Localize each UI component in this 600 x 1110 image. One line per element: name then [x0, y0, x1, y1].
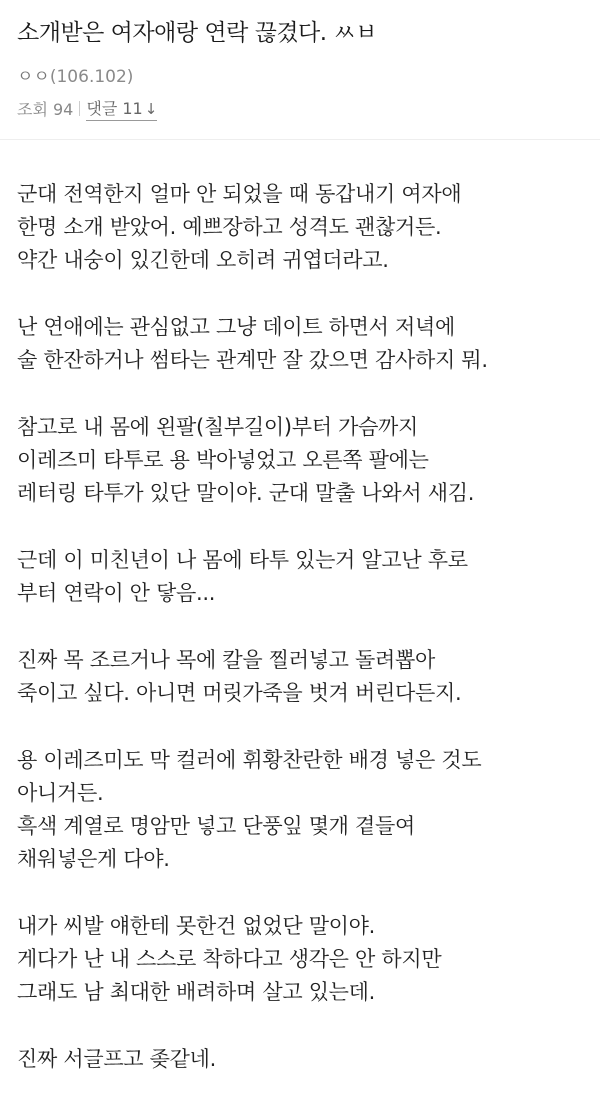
- body-paragraph: [17, 311, 587, 377]
- body-paragraph: [17, 1043, 587, 1076]
- body-text-line: 진짜 목 조르거나 목에 칼을 찔러넣고 돌려뽑아: [17, 648, 435, 672]
- body-text-line: 레터링 타투가 있단 말이야. 군대 말출 나와서 새김.: [17, 481, 475, 505]
- body-text-line: 술 한잔하거나 썸타는 관계만 잘 갔으면 감사하지 뭐.: [17, 348, 488, 372]
- body-paragraph: [17, 644, 587, 710]
- body-text-line: 난 연애에는 관심없고 그냥 데이트 하면서 저녁에: [17, 315, 455, 339]
- body-text-line: 근데 이 미친년이 나 몸에 타투 있는거 알고난 후로: [17, 548, 468, 572]
- body-paragraph: [17, 910, 587, 1009]
- meta-divider: [79, 101, 80, 116]
- view-count: 조회 94: [17, 100, 74, 119]
- author-nickname[interactable]: ㅇㅇ: [17, 67, 50, 87]
- author-ip: (106.102): [49, 67, 134, 87]
- body-text-line: 부터 연락이 안 닿음...: [17, 581, 216, 605]
- body-text-line: 군대 전역한지 얼마 안 되었을 때 동갑내기 여자애: [17, 182, 462, 206]
- body-text-line: 채워넣은게 다야.: [17, 847, 170, 871]
- body-paragraph: [17, 544, 587, 610]
- comment-count[interactable]: 댓글 11: [86, 99, 143, 118]
- post-meta: [17, 96, 157, 121]
- body-text-line: 참고로 내 몸에 왼팔(칠부길이)부터 가슴까지: [17, 415, 419, 439]
- body-text-line: 게다가 난 내 스스로 착하다고 생각은 안 하지만: [17, 947, 442, 971]
- body-text-line: 흑색 계열로 명암만 넣고 단풍잎 몇개 곁들여: [17, 814, 415, 838]
- header-divider: [0, 139, 600, 140]
- post-header: [0, 0, 600, 140]
- body-text-line: 약간 내숭이 있긴한데 오히려 귀엽더라고.: [17, 248, 389, 272]
- body-paragraph: [17, 744, 587, 876]
- body-paragraph: [17, 178, 587, 277]
- body-text-line: 내가 씨발 얘한테 못한건 없었단 말이야.: [17, 914, 376, 938]
- body-text-line: 죽이고 싶다. 아니면 머릿가죽을 벗겨 버린다든지.: [17, 681, 462, 705]
- post-title: 소개받은 여자애랑 연락 끊겼다. ㅆㅂ: [17, 20, 377, 46]
- body-paragraph: [17, 411, 587, 510]
- body-text-line: 진짜 서글프고 좆같네.: [17, 1047, 216, 1071]
- body-text-line: 그래도 남 최대한 배려하며 살고 있는데.: [17, 980, 376, 1004]
- arrow-down-icon[interactable]: ↓: [144, 100, 158, 118]
- body-text-line: 용 이레즈미도 막 컬러에 휘황찬란한 배경 넣은 것도: [17, 748, 482, 772]
- body-text-line: 아니거든.: [17, 781, 104, 805]
- post-author[interactable]: [17, 62, 133, 87]
- body-text-line: 한명 소개 받았어. 예쁘장하고 성격도 괜찮거든.: [17, 215, 442, 239]
- post-body: [17, 178, 587, 1110]
- comments-link[interactable]: [86, 96, 157, 121]
- body-text-line: 이레즈미 타투로 용 박아넣었고 오른쪽 팔에는: [17, 448, 429, 472]
